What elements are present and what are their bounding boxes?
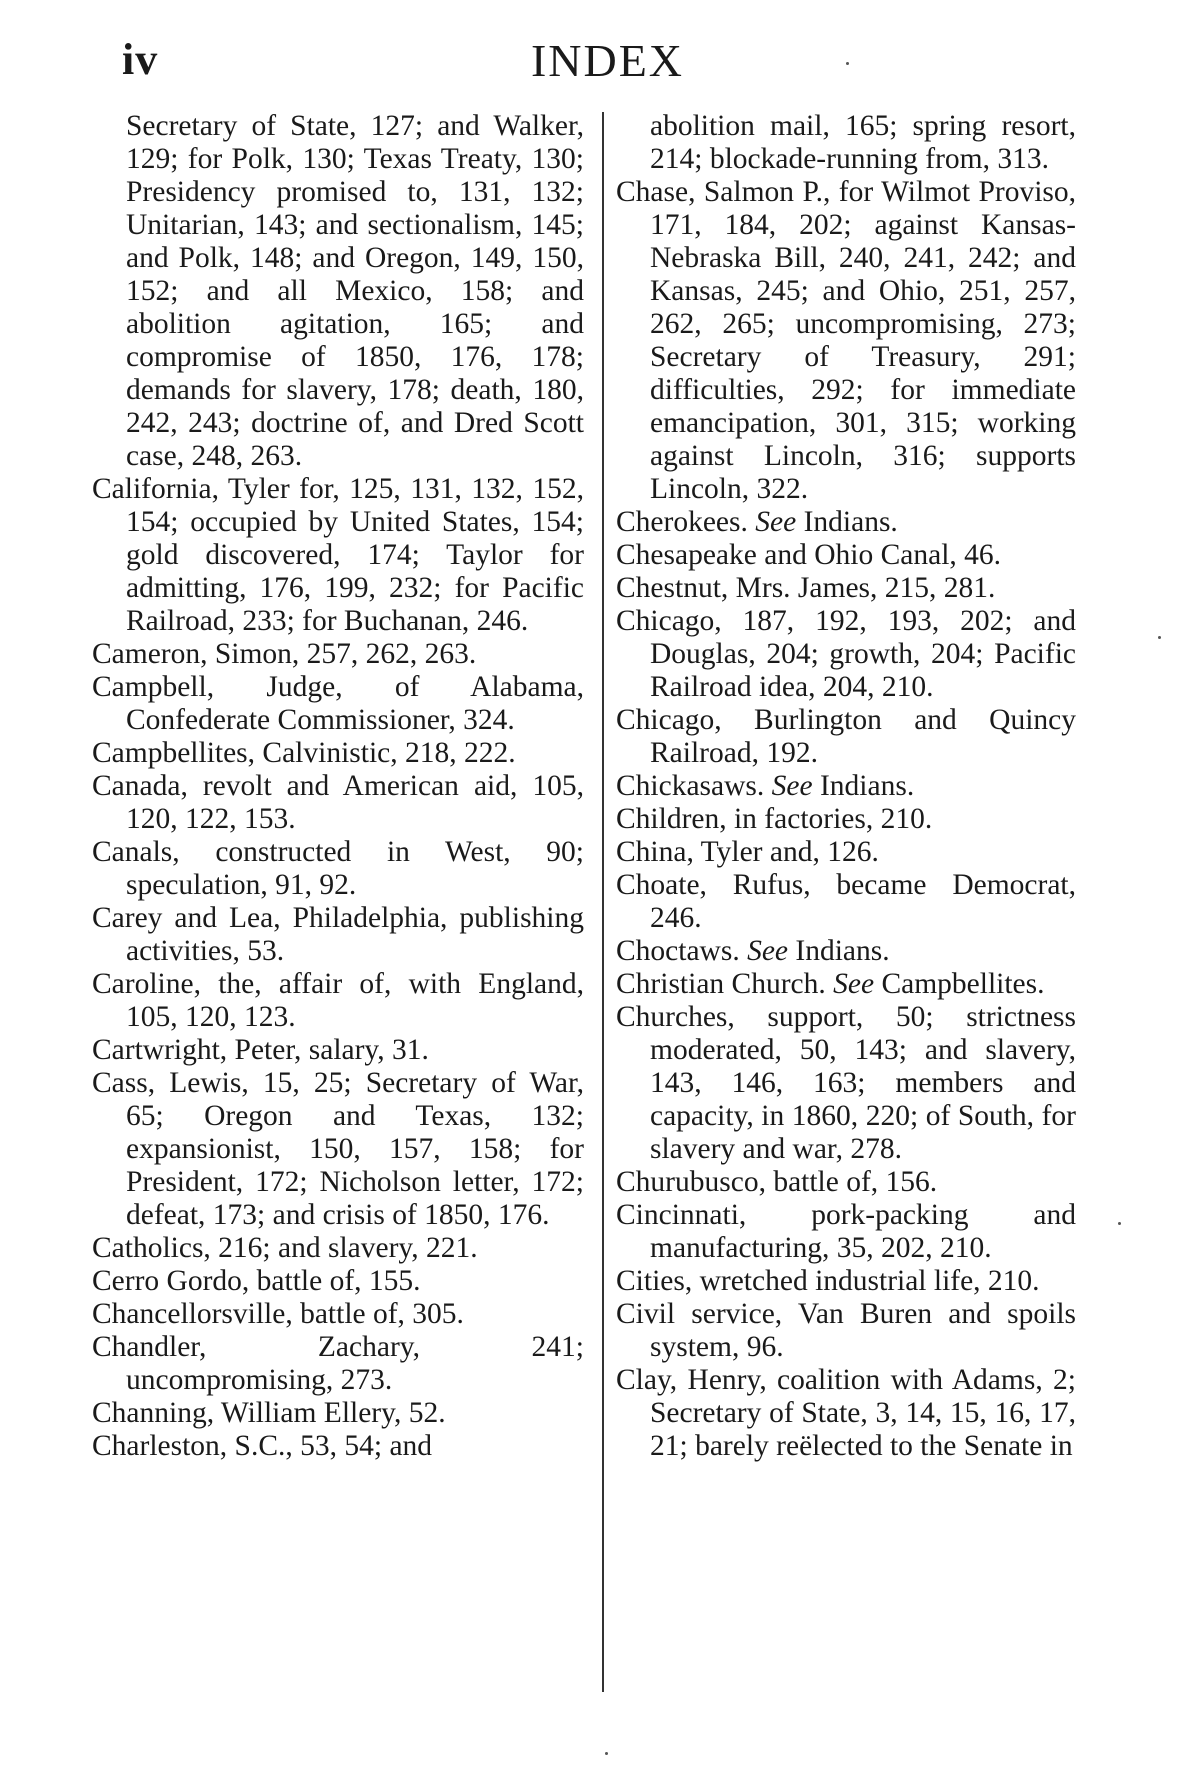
index-entry xyxy=(616,539,1076,572)
index-entry xyxy=(616,836,1076,869)
index-entry xyxy=(92,1298,584,1331)
index-entry-text: Chase, Salmon P., for Wilmot Proviso, 171, 184, 202; against Kansas-Nebraska Bill, 240, 241, 242; and Kansas, 245; and Ohio, 251, 257, 262, 265; uncompromising, 273; Secretary of Treasury, 291; difficulties, 292; for immediate emancipation, 301, 315; working against Lincoln, 316; supports Lincoln, 322. xyxy=(616,176,1076,505)
index-entry-text: Choctaws. xyxy=(616,935,740,967)
index-column-right xyxy=(616,110,1076,1463)
index-entry xyxy=(616,770,1076,803)
index-entry-text: Clay, Henry, coalition with Adams, 2; Secretary of State, 3, 14, 15, 16, 17, 21; barely reëlected to the Senate in xyxy=(616,1364,1076,1462)
index-entry-text: Cass, Lewis, 15, 25; Secretary of War, 65; Oregon and Texas, 132; expansionist, 150, 157, 158; for President, 172; Nicholson letter, 172; defeat, 173; and crisis of 1850, 176. xyxy=(92,1067,584,1231)
index-entry-text: Churches, support, 50; strictness moderated, 50, 143; and slavery, 143, 146, 163; members and capacity, in 1860, 220; of South, for slavery and war, 278. xyxy=(616,1001,1076,1165)
index-entry-text: Canada, revolt and American aid, 105, 120, 122, 153. xyxy=(92,770,584,835)
index-entry-text: Cities, wretched industrial life, 210. xyxy=(616,1265,1040,1297)
index-entry-text: Catholics, 216; and slavery, 221. xyxy=(92,1232,478,1264)
paper-speck xyxy=(1118,1222,1121,1225)
index-entry-text: Channing, William Ellery, 52. xyxy=(92,1397,446,1429)
index-entry xyxy=(616,1199,1076,1265)
index-entry-text: Christian Church. xyxy=(616,968,826,1000)
index-entry xyxy=(92,1265,584,1298)
index-entry-text: Cameron, Simon, 257, 262, 263. xyxy=(92,638,477,670)
index-entry-text: Chickasaws. xyxy=(616,770,765,802)
index-entry xyxy=(616,1298,1076,1364)
index-entry-text: Secretary of State, 127; and Walker, 129; for Polk, 130; Texas Treaty, 130; Presidency promised to, 131, 132; Unitarian, 143; and sectionalism, 145; and Polk, 148; and Oregon, 149, 150, 152; and all Mexico, 158; and abolition agitation, 165; and compromise of 1850, 176, 178; demands for slavery, 178; death, 180, 242, 243; doctrine of, and Dred Scott case, 248, 263. xyxy=(126,110,584,472)
column-divider xyxy=(602,112,604,1692)
page-title: INDEX xyxy=(530,35,685,86)
see-reference: See xyxy=(833,968,875,1000)
index-entry-text: abolition mail, 165; spring resort, 214; blockade-running from, 313. xyxy=(650,110,1076,175)
index-entry-text: Caroline, the, affair of, with England, 105, 120, 123. xyxy=(92,968,584,1033)
index-entry-continued xyxy=(616,110,1076,176)
index-entry xyxy=(92,1067,584,1232)
see-reference: See xyxy=(747,935,789,967)
index-entry xyxy=(616,605,1076,704)
index-entry xyxy=(92,770,584,836)
index-entry-text: Chicago, Burlington and Quincy Railroad, 192. xyxy=(616,704,1076,769)
index-entry-text: Campbell, Judge, of Alabama, Confederate Commissioner, 324. xyxy=(92,671,584,736)
see-target: Indians. xyxy=(812,770,915,802)
index-entry-text: Children, in factories, 210. xyxy=(616,803,933,835)
index-entry-text: Campbellites, Calvinistic, 218, 222. xyxy=(92,737,516,769)
index-entry-text: Civil service, Van Buren and spoils system, 96. xyxy=(616,1298,1076,1363)
index-entry-text: Chestnut, Mrs. James, 215, 281. xyxy=(616,572,996,604)
index-entry xyxy=(616,572,1076,605)
index-entry xyxy=(92,1034,584,1067)
index-entry xyxy=(616,1001,1076,1166)
index-entry xyxy=(92,1397,584,1430)
index-entry-text: Choate, Rufus, became Democrat, 246. xyxy=(616,869,1076,934)
index-entry-text: Cerro Gordo, battle of, 155. xyxy=(92,1265,421,1297)
paper-speck xyxy=(1158,636,1161,639)
index-entry-text: Chicago, 187, 192, 193, 202; and Douglas, 204; growth, 204; Pacific Railroad idea, 204, 210. xyxy=(616,605,1076,703)
see-target: Indians. xyxy=(796,506,898,538)
index-entry-text: Chancellorsville, battle of, 305. xyxy=(92,1298,464,1330)
index-entry xyxy=(616,176,1076,506)
index-entry xyxy=(616,1265,1076,1298)
index-entry xyxy=(92,1331,584,1397)
index-entry xyxy=(92,1232,584,1265)
index-entry-text: Churubusco, battle of, 156. xyxy=(616,1166,938,1198)
index-entry xyxy=(616,506,1076,539)
index-entry-text: Chesapeake and Ohio Canal, 46. xyxy=(616,539,1002,571)
index-entry xyxy=(616,935,1076,968)
see-reference: See xyxy=(755,506,797,538)
index-entry-text: Cherokees. xyxy=(616,506,748,538)
see-target: Indians. xyxy=(788,935,890,967)
index-entry-text: Canals, constructed in West, 90; speculation, 91, 92. xyxy=(92,836,584,901)
index-entry xyxy=(92,836,584,902)
see-reference: See xyxy=(771,770,813,802)
index-entry xyxy=(616,869,1076,935)
index-entry-text: Cartwright, Peter, salary, 31. xyxy=(92,1034,429,1066)
index-column-left xyxy=(92,110,584,1463)
index-entry xyxy=(616,803,1076,836)
paper-speck xyxy=(605,1752,608,1755)
index-entry-continued xyxy=(92,110,584,473)
index-entry-text: California, Tyler for, 125, 131, 132, 152, 154; occupied by United States, 154; gold discovered, 174; Taylor for admitting, 176, 199, 232; for Pacific Railroad, 233; for Buchanan, 246. xyxy=(92,473,584,637)
index-entry xyxy=(92,473,584,638)
index-entry xyxy=(616,1364,1076,1463)
index-entry xyxy=(92,902,584,968)
index-entry-text: China, Tyler and, 126. xyxy=(616,836,879,868)
index-entry-text: Charleston, S.C., 53, 54; and xyxy=(92,1430,433,1462)
paper-speck xyxy=(846,62,849,65)
index-entry xyxy=(616,704,1076,770)
see-target: Campbellites. xyxy=(874,968,1045,1000)
page-number: iv xyxy=(122,35,159,84)
index-entry xyxy=(92,638,584,671)
index-entry-text: Chandler, Zachary, 241; uncompromising, 273. xyxy=(92,1331,584,1396)
index-entry xyxy=(92,671,584,737)
index-entry-text: Cincinnati, pork-packing and manufacturing, 35, 202, 210. xyxy=(616,1199,1076,1264)
index-entry-text: Carey and Lea, Philadelphia, publishing activities, 53. xyxy=(92,902,584,967)
index-entry xyxy=(92,737,584,770)
index-entry xyxy=(92,968,584,1034)
index-entry xyxy=(616,1166,1076,1199)
index-entry xyxy=(92,1430,584,1463)
index-entry xyxy=(616,968,1076,1001)
